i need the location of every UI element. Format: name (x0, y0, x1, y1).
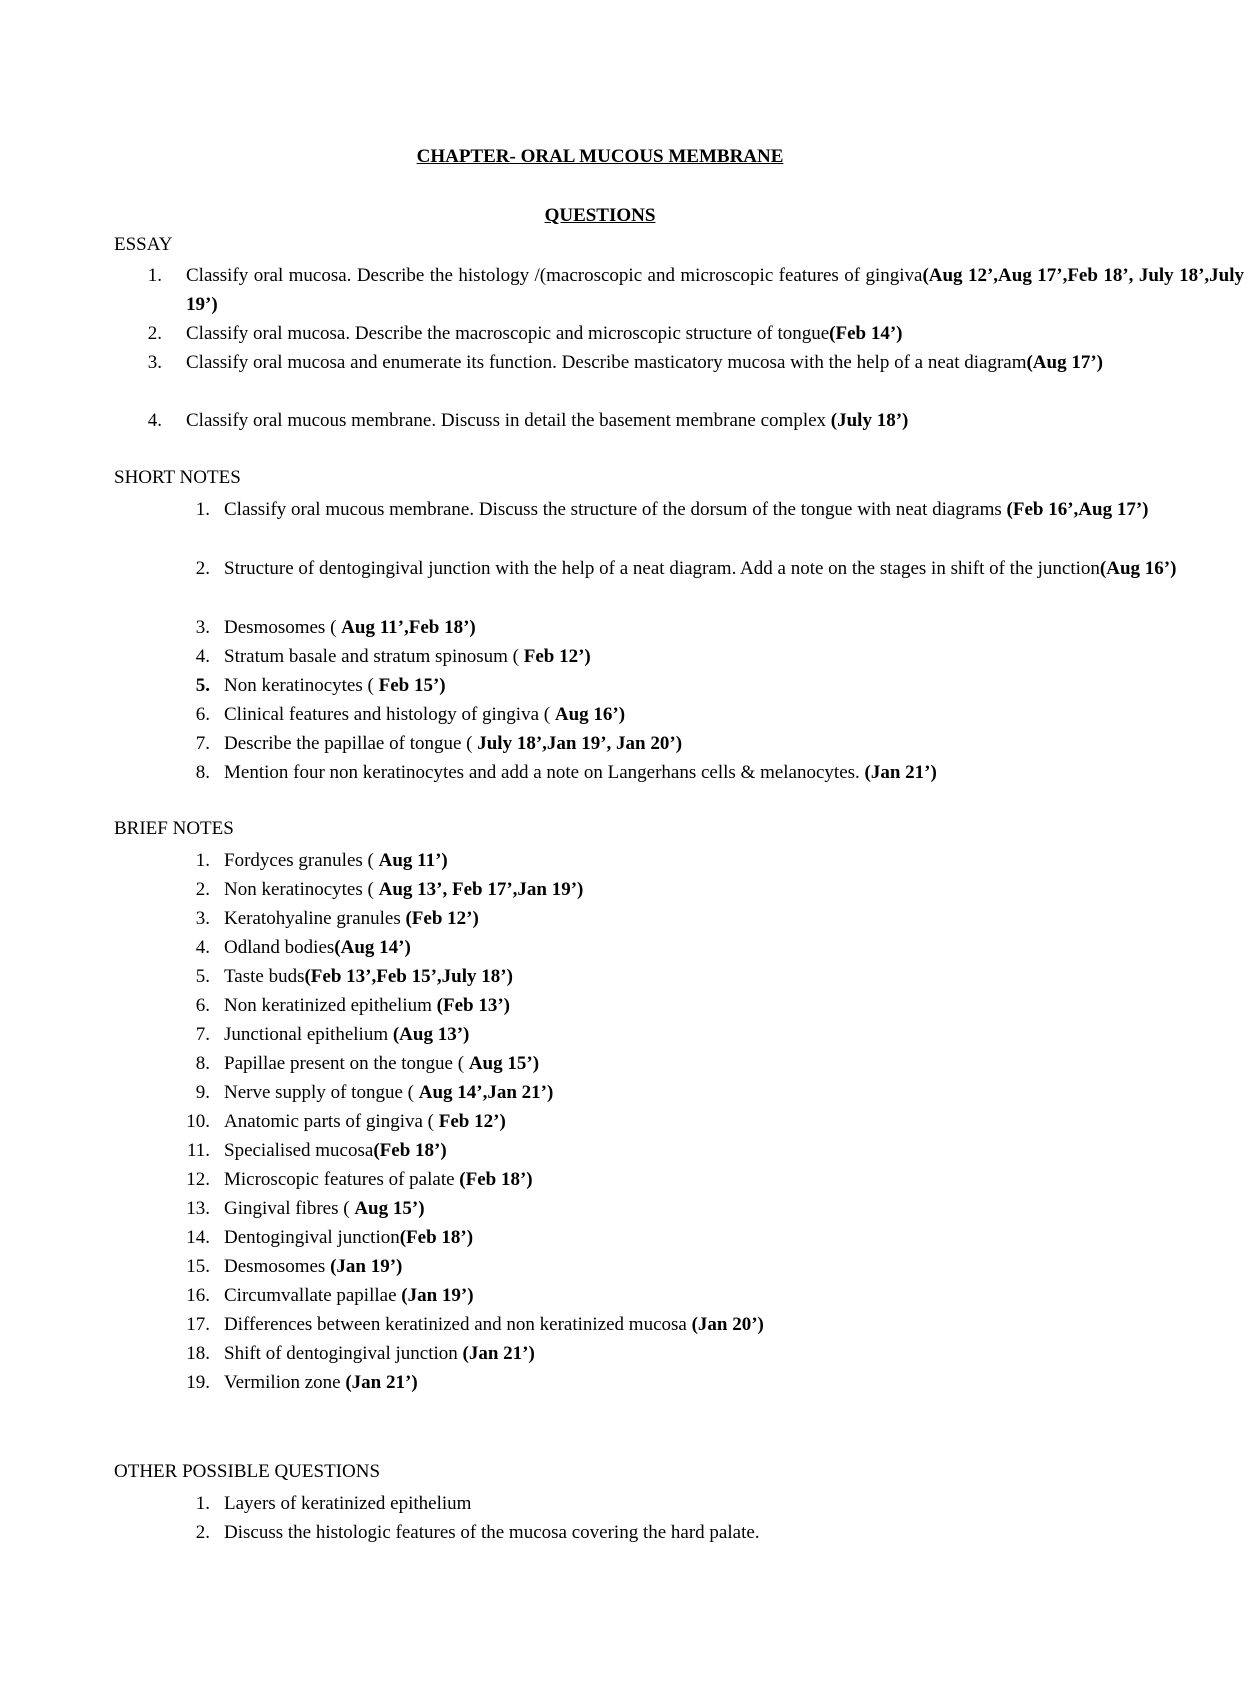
item-number: 16. (186, 1285, 210, 1306)
item-text: Papillae present on the tongue ( Aug 15’) (224, 1053, 540, 1074)
item-number: 12. (186, 1169, 210, 1190)
item-text: Desmosomes ( Aug 11’,Feb 18’) (224, 617, 476, 638)
item-number: 15. (186, 1256, 210, 1277)
item-number: 3. (147, 352, 162, 373)
item-text: Dentogingival junction(Feb 18’) (224, 1227, 474, 1248)
item-text: Shift of dentogingival junction (Jan 21’) (224, 1343, 535, 1364)
item-number: 2. (147, 323, 162, 344)
item-number: 4. (195, 937, 210, 958)
item-number: 10. (186, 1111, 210, 1132)
item-text: Gingival fibres ( Aug 15’) (224, 1198, 425, 1219)
item-text: Desmosomes (Jan 19’) (224, 1256, 403, 1277)
item-text: Non keratinocytes ( Aug 13’, Feb 17’,Jan 19’) (224, 879, 584, 900)
item-number: 7. (195, 733, 210, 754)
item-number: 5. (195, 675, 210, 696)
item-text: Vermilion zone (Jan 21’) (224, 1372, 418, 1393)
item-number: 11. (186, 1140, 210, 1161)
item-number: 9. (195, 1082, 210, 1103)
chapter-title: CHAPTER- ORAL MUCOUS MEMBRANE (416, 146, 784, 167)
item-text: Classify oral mucosa. Describe the macroscopic and microscopic structure of tongue(Feb 14’) (186, 323, 903, 344)
item-number: 5. (195, 966, 210, 987)
item-number: 3. (195, 908, 210, 929)
item-number: 8. (195, 1053, 210, 1074)
item-text: Classify oral mucosa and enumerate its function. Describe masticatory mucosa with the help of a neat diagram(Aug 17’) (186, 352, 1104, 373)
item-number: 1. (195, 850, 210, 871)
item-text: Stratum basale and stratum spinosum ( Feb 12’) (224, 646, 591, 667)
item-number: 2. (195, 879, 210, 900)
questions-heading: QUESTIONS (544, 205, 656, 226)
item-text: Odland bodies(Aug 14’) (224, 937, 411, 958)
item-text: Classify oral mucous membrane. Discuss the structure of the dorsum of the tongue with neat diagrams (Feb 16’,Aug 17’) (224, 499, 1149, 520)
item-text: Classify oral mucosa. Describe the histology /(macroscopic and microscopic features of gingiva(Aug 12’,Aug 17’,Feb 18’, July 18’,July 19’) (186, 265, 1244, 315)
item-text: Clinical features and histology of gingiva ( Aug 16’) (224, 704, 626, 725)
short-notes-heading: SHORT NOTES (114, 467, 241, 488)
item-text: Non keratinocytes ( Feb 15’) (224, 675, 446, 696)
item-text: Mention four non keratinocytes and add a note on Langerhans cells & melanocytes. (Jan 21’) (224, 762, 937, 783)
item-number: 18. (186, 1343, 210, 1364)
item-number: 1. (195, 1493, 210, 1514)
item-text: Discuss the histologic features of the mucosa covering the hard palate. (224, 1522, 760, 1543)
item-text: Junctional epithelium (Aug 13’) (224, 1024, 470, 1045)
item-text: Non keratinized epithelium (Feb 13’) (224, 995, 510, 1016)
other-questions-heading: OTHER POSSIBLE QUESTIONS (114, 1461, 381, 1482)
item-text: Circumvallate papillae (Jan 19’) (224, 1285, 474, 1306)
item-number: 7. (195, 1024, 210, 1045)
item-text: Microscopic features of palate (Feb 18’) (224, 1169, 533, 1190)
item-text: Taste buds(Feb 13’,Feb 15’,July 18’) (224, 966, 513, 987)
item-number: 17. (186, 1314, 210, 1335)
essay-heading: ESSAY (114, 234, 173, 255)
item-text: Specialised mucosa(Feb 18’) (224, 1140, 447, 1161)
item-number: 19. (186, 1372, 210, 1393)
item-text: Keratohyaline granules (Feb 12’) (224, 908, 479, 929)
item-text: Fordyces granules ( Aug 11’) (224, 850, 448, 871)
item-text: Layers of keratinized epithelium (224, 1493, 472, 1514)
item-number: 14. (186, 1227, 210, 1248)
item-number: 8. (195, 762, 210, 783)
item-number: 2. (195, 1522, 210, 1543)
item-number: 6. (195, 995, 210, 1016)
item-text: Nerve supply of tongue ( Aug 14’,Jan 21’) (224, 1082, 554, 1103)
item-text: Differences between keratinized and non keratinized mucosa (Jan 20’) (224, 1314, 764, 1335)
item-text: Anatomic parts of gingiva ( Feb 12’) (224, 1111, 506, 1132)
item-number: 3. (195, 617, 210, 638)
item-number: 4. (195, 646, 210, 667)
brief-notes-heading: BRIEF NOTES (114, 818, 234, 839)
item-text: Classify oral mucous membrane. Discuss in detail the basement membrane complex (July 18’) (186, 410, 909, 431)
item-number: 13. (186, 1198, 210, 1219)
item-number: 1. (147, 265, 162, 286)
item-number: 1. (195, 499, 210, 520)
item-text: Describe the papillae of tongue ( July 18’,Jan 19’, Jan 20’) (224, 733, 683, 754)
item-number: 4. (147, 410, 162, 431)
item-number: 2. (195, 558, 210, 579)
item-text: Structure of dentogingival junction with the help of a neat diagram. Add a note on the stages in shift of the junction(Aug 16’) (224, 558, 1177, 579)
item-number: 6. (195, 704, 210, 725)
